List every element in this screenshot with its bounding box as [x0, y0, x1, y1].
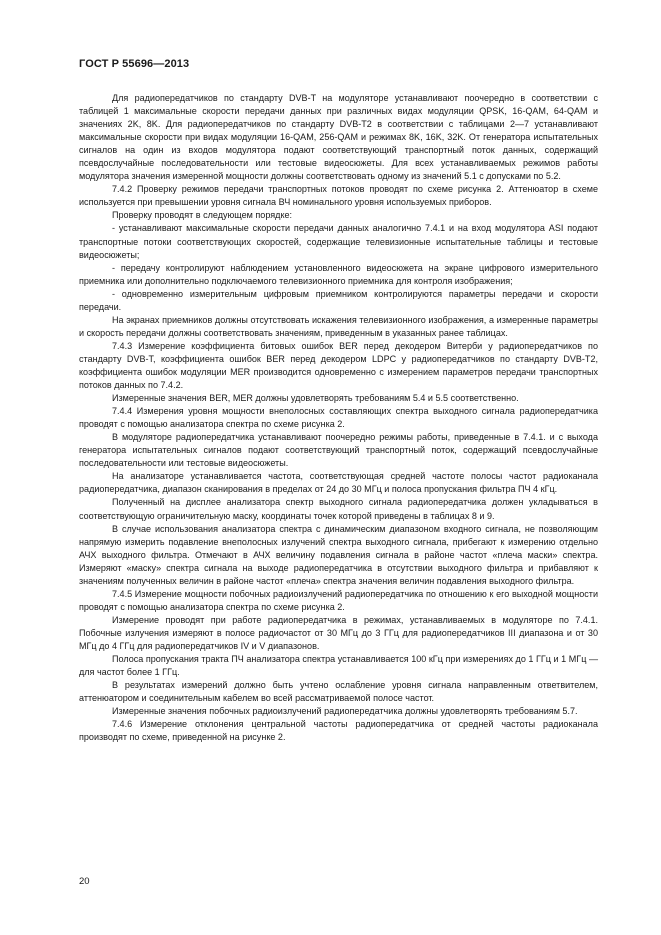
- paragraph: Для радиопередатчиков по стандарту DVB-T на модуляторе устанавливают поочередно в соответствии с таблицей 1 максимальные скорости передачи данных при различных видах модуляции QPSK, 16-QAM, 64-QAM и значениях 2K, 8K. Для радиопередатчиков по стандарту DVB-T2 в соответствии с таблицами 2—7 устанавливают максимальные скорости при видах модуляции 16-QAM, 256-QAM и режимах 8K, 16K, 32K. От генератора испытательных сигналов на один из входов модулятора подают соответствующий транспортный поток данных, содержащий псевдослучайные последовательности или тестовые видеосюжеты. Для всех устанавливаемых режимов работы модулятора значения измеренной мощности должны соответствовать одному из значений 5.1 с допусками по 5.2.: [79, 93, 598, 182]
- paragraph: 7.4.2 Проверку режимов передачи транспортных потоков проводят по схеме рисунка 2. Аттенюатор в схеме используется при превышении уровня сигнала ВЧ номинального уровня используемых приборов.: [79, 184, 598, 208]
- paragraph: Измерение проводят при работе радиопередатчика в режимах, устанавливаемых в модуляторе по 7.4.1. Побочные излучения измеряют в полосе радиочастот от 30 МГц до 3 ГГц для радиопередатчиков III диапазона и от 30 МГц до 4 ГГц для радиопередатчиков IV и V диапазонов.: [79, 614, 598, 651]
- paragraph: 7.4.3 Измерение коэффициента битовых ошибок BER перед декодером Витерби у радиопередатчиков по стандарту DVB-T, коэффициента ошибок BER перед декодером LDPC у радиопередатчиков по стандарту DVB-T2, коэффициента ошибок модуляции MER производится одновременно с измерением параметров передачи транспортных потоков данных по 7.4.2.: [79, 340, 598, 391]
- document-header: ГОСТ Р 55696—2013: [79, 58, 190, 70]
- paragraph: Полученный на дисплее анализатора спектр выходного сигнала радиопередатчика должен укладываться в соответствующую ограничительную маску, координаты точек которой приведены в таблицах 8 и 9.: [79, 497, 598, 521]
- paragraph: 7.4.6 Измерение отклонения центральной частоты радиопередатчика от средней частоты радиоканала производят по схеме, приведенной на рисунке 2.: [79, 719, 598, 743]
- document-body: [79, 92, 598, 744]
- list-item: - одновременно измерительным цифровым приемником контролируются параметры передачи и скорости передачи.: [79, 288, 598, 312]
- paragraph: Измеренные значения BER, MER должны удовлетворять требованиям 5.4 и 5.5 соответственно.: [112, 393, 519, 404]
- paragraph: Полоса пропускания тракта ПЧ анализатора спектра устанавливается 100 кГц при измерениях до 1 ГГц и 1 МГц — для частот более 1 ГГц.: [79, 654, 598, 678]
- paragraph: 7.4.5 Измерение мощности побочных радиоизлучений радиопередатчика по отношению к его выходной мощности проводят с помощью анализатора спектра по схеме рисунка 2.: [79, 588, 598, 612]
- paragraph: Проверку проводят в следующем порядке:: [112, 210, 293, 221]
- list-item: - устанавливают максимальные скорости передачи данных аналогично 7.4.1 и на вход модулятора ASI подают транспортные потоки соответствующих скоростей, содержащие телевизионные испытательные таблицы и тестовые видеосюжеты;: [79, 223, 598, 260]
- paragraph: Измеренные значения побочных радиоизлучений радиопередатчика должны удовлетворять требованиям 5.7.: [112, 706, 578, 717]
- list-item: - передачу контролируют наблюдением установленного видеосюжета на экране цифрового измерительного приемника или дополнительно подключаемого телевизионного приемника для контроля изображения;: [79, 262, 598, 286]
- paragraph: 7.4.4 Измерения уровня мощности внеполосных составляющих спектра выходного сигнала радиопередатчика проводят с помощью анализатора спектра по схеме рисунка 2.: [79, 406, 598, 430]
- paragraph: В результатах измерений должно быть учтено ослабление уровня сигнала направленным ответвителем, аттенюатором и соединительным кабелем во всей рассматриваемой полосе частот.: [79, 680, 598, 704]
- paragraph: В случае использования анализатора спектра с динамическим диапазоном входного сигнала, не позволяющим напрямую измерить подавление внеполосных излучений спектра выходного сигнала, прибегают к измерению отдельно АЧХ выходного фильтра. Отмечают в АЧХ величину подавления сигнала в районе частот «плеча маски» спектра. Измеряют «маску» спектра сигнала на выходе радиопередатчика в отсутствии выходного фильтра и прибавляют к значениям полученных величин в районе частот «плеча» спектра значения величин подавления выходного фильтра.: [79, 523, 598, 586]
- paragraph: В модуляторе радиопередатчика устанавливают поочередно режимы работы, приведенные в 7.4.1. и с выхода генератора испытательных сигналов подают соответствующий транспортный поток, содержащий псевдослучайные последовательности или тестовые видеосюжеты.: [79, 432, 598, 469]
- paragraph: На экранах приемников должны отсутствовать искажения телевизионного изображения, а измеренные параметры и скорость передачи должны соответствовать значениям, приведенным в указанных ранее таблицах.: [79, 314, 598, 338]
- page-number: 20: [79, 876, 90, 887]
- paragraph: На анализаторе устанавливается частота, соответствующая средней частоте полосы частот радиоканала радиопередатчика, диапазон сканирования в пределах от 24 до 30 МГц и полоса пропускания фильтра ПЧ 4 кГц.: [79, 471, 598, 495]
